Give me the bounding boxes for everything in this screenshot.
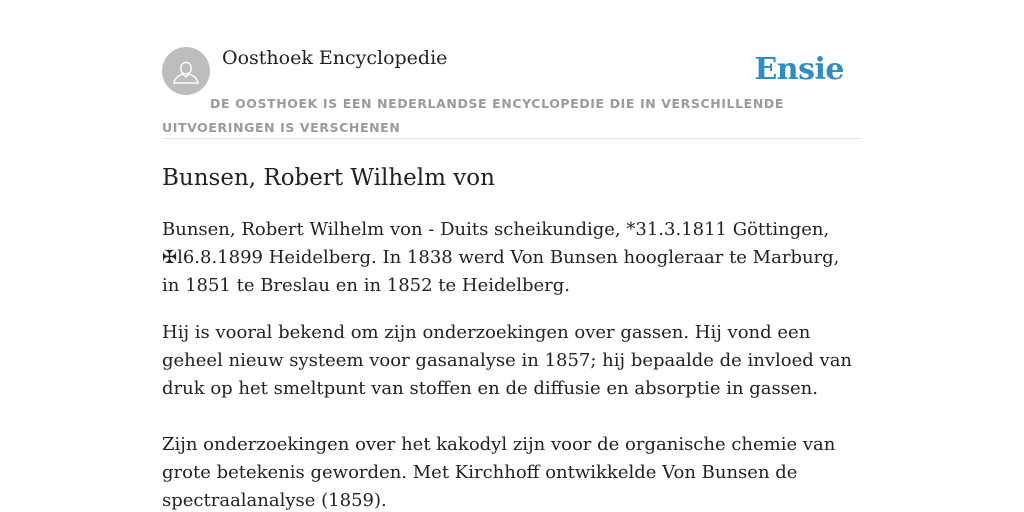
source-title[interactable]: Oosthoek Encyclopedie xyxy=(222,47,448,69)
source-tagline: DE OOSTHOEK IS EEN NEDERLANDSE ENCYCLOPEDIE DIE IN VERSCHILLENDE UITVOERINGEN IS VERSCHENEN xyxy=(162,96,784,135)
article-title: Bunsen, Robert Wilhelm von xyxy=(162,165,495,191)
article-paragraph: Zijn onderzoekingen over het kakodyl zijn voor de organische chemie van grote betekenis geworden. Met Kirchhoff ontwikkelde Von Bunsen de spectraalanalyse (1859). xyxy=(162,434,836,511)
article-paragraph: Bunsen, Robert Wilhelm von - Duits scheikundige, *31.3.1811 Göttingen, ✠l6.8.1899 Heidelberg. In 1838 werd Von Bunsen hoogleraar te Marburg, in 1851 te Breslau en in 1852 te Heidelberg. xyxy=(162,219,840,296)
article-paragraph: Hij is vooral bekend om zijn onderzoekingen over gassen. Hij vond een geheel nieuw systeem voor gasanalyse in 1857; hij bepaalde de invloed van druk op het smeltpunt van stoffen en de diffusie en absorptie in gassen. xyxy=(162,322,853,399)
article xyxy=(162,162,862,512)
source-header xyxy=(162,46,862,139)
user-silhouette-icon[interactable] xyxy=(162,47,210,95)
ensie-logo[interactable]: Ensie xyxy=(754,52,844,87)
